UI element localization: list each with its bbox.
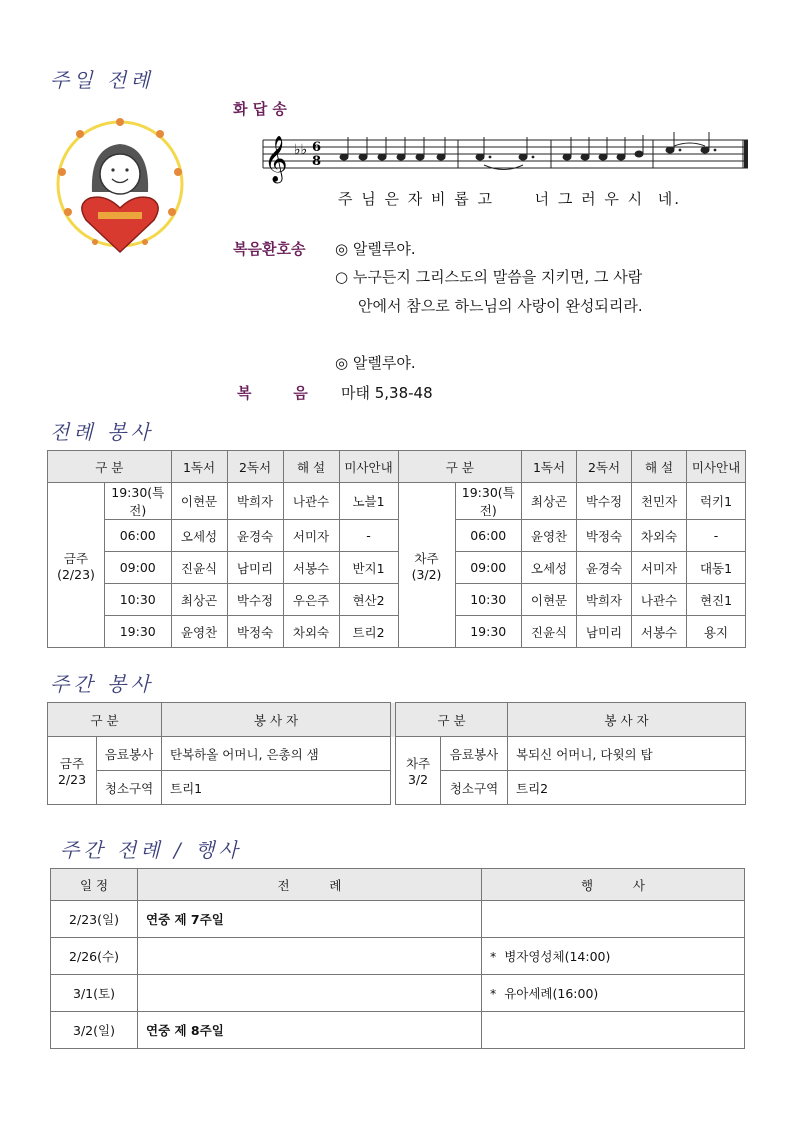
header-cell: 봉 사 자 — [508, 703, 746, 737]
gospel-acclamation-label: 복음환호송 — [233, 240, 306, 258]
table-cell: 용지 — [687, 616, 746, 648]
table-row — [51, 938, 745, 975]
hwadap-lyrics: 주 님 은 자 비 롭 고 너 그 러 우 시 네. — [338, 190, 681, 208]
table-cell: 윤경숙 — [227, 520, 283, 552]
table-cell: 3/1(토) — [51, 975, 138, 1012]
section-title-weekly-events: 주간 전례 / 행사 — [60, 838, 242, 862]
table-cell: 06:00 — [105, 520, 172, 552]
table-cell: 박정숙 — [227, 616, 283, 648]
next-week-cell — [398, 483, 455, 648]
this-week-label: 금주 — [63, 550, 89, 566]
header-cell: 1독서 — [171, 451, 227, 483]
weekly-events-table — [50, 868, 745, 1049]
table-cell: 청소구역 — [97, 771, 162, 805]
table-cell: 09:00 — [105, 552, 172, 584]
table-cell: 반지1 — [339, 552, 398, 584]
table-header-row — [48, 703, 746, 737]
table-cell: 윤경숙 — [577, 552, 632, 584]
table-cell: 서미자 — [283, 520, 339, 552]
table-row — [51, 975, 745, 1012]
table-cell — [482, 901, 745, 938]
table-cell: 나관수 — [632, 584, 687, 616]
table-cell: 연중 제 8주일 — [138, 1012, 482, 1049]
table-cell: 현산2 — [339, 584, 398, 616]
table-cell: 오세성 — [522, 552, 577, 584]
header-cell: 구 분 — [398, 451, 522, 483]
next-week-date: 3/2 — [407, 772, 429, 787]
table-row — [48, 552, 746, 584]
this-week-cell — [48, 483, 105, 648]
header-cell: 1독서 — [522, 451, 577, 483]
table-cell: 19:30 — [105, 616, 172, 648]
table-cell: 3/2(일) — [51, 1012, 138, 1049]
table-header-row — [48, 451, 746, 483]
header-cell: 구 분 — [48, 703, 162, 737]
table-cell: 진윤식 — [171, 552, 227, 584]
header-cell: 해 설 — [283, 451, 339, 483]
table-cell: 오세성 — [171, 520, 227, 552]
table-cell: 천민자 — [632, 483, 687, 520]
table-cell: 박수정 — [227, 584, 283, 616]
table-row — [48, 737, 746, 771]
table-cell: 남미리 — [577, 616, 632, 648]
table-cell: 럭키1 — [687, 483, 746, 520]
table-cell: 음료봉사 — [97, 737, 162, 771]
header-cell: 해 설 — [632, 451, 687, 483]
weekly-service-table — [47, 702, 746, 805]
table-cell: 우은주 — [283, 584, 339, 616]
table-cell: 윤영찬 — [522, 520, 577, 552]
table-cell: 박수정 — [577, 483, 632, 520]
table-cell: 최상곤 — [171, 584, 227, 616]
table-cell: 진윤식 — [522, 616, 577, 648]
table-cell: 박희자 — [577, 584, 632, 616]
header-cell: 2독서 — [227, 451, 283, 483]
section-title-liturgy-service: 전례 봉사 — [50, 420, 154, 444]
table-cell: 서미자 — [632, 552, 687, 584]
acclamation-line3: 안에서 참으로 하느님의 사랑이 완성되리라. — [358, 297, 643, 315]
table-cell: 박정숙 — [577, 520, 632, 552]
svg-text:8: 8 — [312, 154, 322, 169]
table-cell: 현진1 — [687, 584, 746, 616]
acclamation-line1: ◎ 알렐루야. — [335, 240, 416, 258]
table-cell: 청소구역 — [441, 771, 508, 805]
gospel-label: 복 음 — [237, 384, 308, 402]
table-row — [48, 584, 746, 616]
nun-heart-illustration — [50, 112, 190, 262]
next-week-label: 차주 — [414, 550, 439, 566]
table-cell: 음료봉사 — [441, 737, 508, 771]
table-cell: 2/26(수) — [51, 938, 138, 975]
svg-text:𝄞: 𝄞 — [264, 136, 288, 182]
table-cell: 노블1 — [339, 483, 398, 520]
next-week-label: 차주 — [405, 756, 431, 771]
table-cell: 박희자 — [227, 483, 283, 520]
table-cell: 차외숙 — [632, 520, 687, 552]
table-row — [51, 1012, 745, 1049]
table-cell: 19:30 — [455, 616, 522, 648]
table-row — [48, 483, 746, 520]
table-cell: 최상곤 — [522, 483, 577, 520]
header-cell: 전 례 — [138, 869, 482, 901]
this-week-label: 금주 — [59, 756, 85, 771]
section-title-weekly-service: 주간 봉사 — [50, 672, 154, 696]
liturgy-service-table — [47, 450, 746, 648]
table-row — [48, 616, 746, 648]
table-cell — [138, 938, 482, 975]
table-cell: 19:30(특전) — [455, 483, 522, 520]
table-cell: 2/23(일) — [51, 901, 138, 938]
table-cell: 복되신 어머니, 다윗의 탑 — [508, 737, 746, 771]
header-cell: 2독서 — [577, 451, 632, 483]
next-week-date: (3/2) — [411, 566, 442, 582]
table-cell: 10:30 — [455, 584, 522, 616]
table-cell: 트리1 — [162, 771, 391, 805]
table-cell: 서봉수 — [632, 616, 687, 648]
svg-text:6: 6 — [312, 140, 322, 155]
table-cell: 트리2 — [339, 616, 398, 648]
header-cell: 미사안내 — [339, 451, 398, 483]
table-cell: * 병자영성체(14:00) — [482, 938, 745, 975]
table-cell — [138, 975, 482, 1012]
table-cell: 09:00 — [455, 552, 522, 584]
table-row — [48, 520, 746, 552]
table-cell: * 유아세례(16:00) — [482, 975, 745, 1012]
table-cell: 차외숙 — [283, 616, 339, 648]
section-title-sunday-liturgy: 주일 전례 — [50, 68, 154, 92]
table-cell: 윤영찬 — [171, 616, 227, 648]
table-cell: 19:30(특전) — [105, 483, 172, 520]
svg-text:♭♭: ♭♭ — [294, 142, 308, 158]
table-cell — [482, 1012, 745, 1049]
header-cell: 구 분 — [48, 451, 172, 483]
table-cell: 10:30 — [105, 584, 172, 616]
acclamation-line4: ◎ 알렐루야. — [335, 354, 416, 372]
column-gap — [391, 771, 396, 805]
table-row — [51, 901, 745, 938]
table-cell: - — [687, 520, 746, 552]
table-cell: 연중 제 7주일 — [138, 901, 482, 938]
table-cell: 이현문 — [171, 483, 227, 520]
header-cell: 구 분 — [396, 703, 508, 737]
table-cell: 대동1 — [687, 552, 746, 584]
this-week-date: (2/23) — [57, 566, 95, 582]
header-cell: 미사안내 — [687, 451, 746, 483]
this-week-cell — [48, 737, 97, 805]
header-cell: 행 사 — [482, 869, 745, 901]
header-cell: 봉 사 자 — [162, 703, 391, 737]
table-cell: 06:00 — [455, 520, 522, 552]
table-cell: - — [339, 520, 398, 552]
gospel-reference: 마태 5,38-48 — [341, 384, 433, 402]
next-week-cell — [396, 737, 441, 805]
table-cell: 서봉수 — [283, 552, 339, 584]
table-cell: 이현문 — [522, 584, 577, 616]
table-cell: 탄복하올 어머니, 은총의 샘 — [162, 737, 391, 771]
this-week-date: 2/23 — [57, 772, 87, 787]
table-cell: 나관수 — [283, 483, 339, 520]
table-header-row — [51, 869, 745, 901]
table-cell: 남미리 — [227, 552, 283, 584]
acclamation-line2: ○ 누구든지 그리스도의 말씀을 지키면, 그 사람 — [335, 268, 643, 286]
header-cell: 일 정 — [51, 869, 138, 901]
table-cell: 트리2 — [508, 771, 746, 805]
hwadap-label: 화 답 송 — [233, 100, 287, 118]
